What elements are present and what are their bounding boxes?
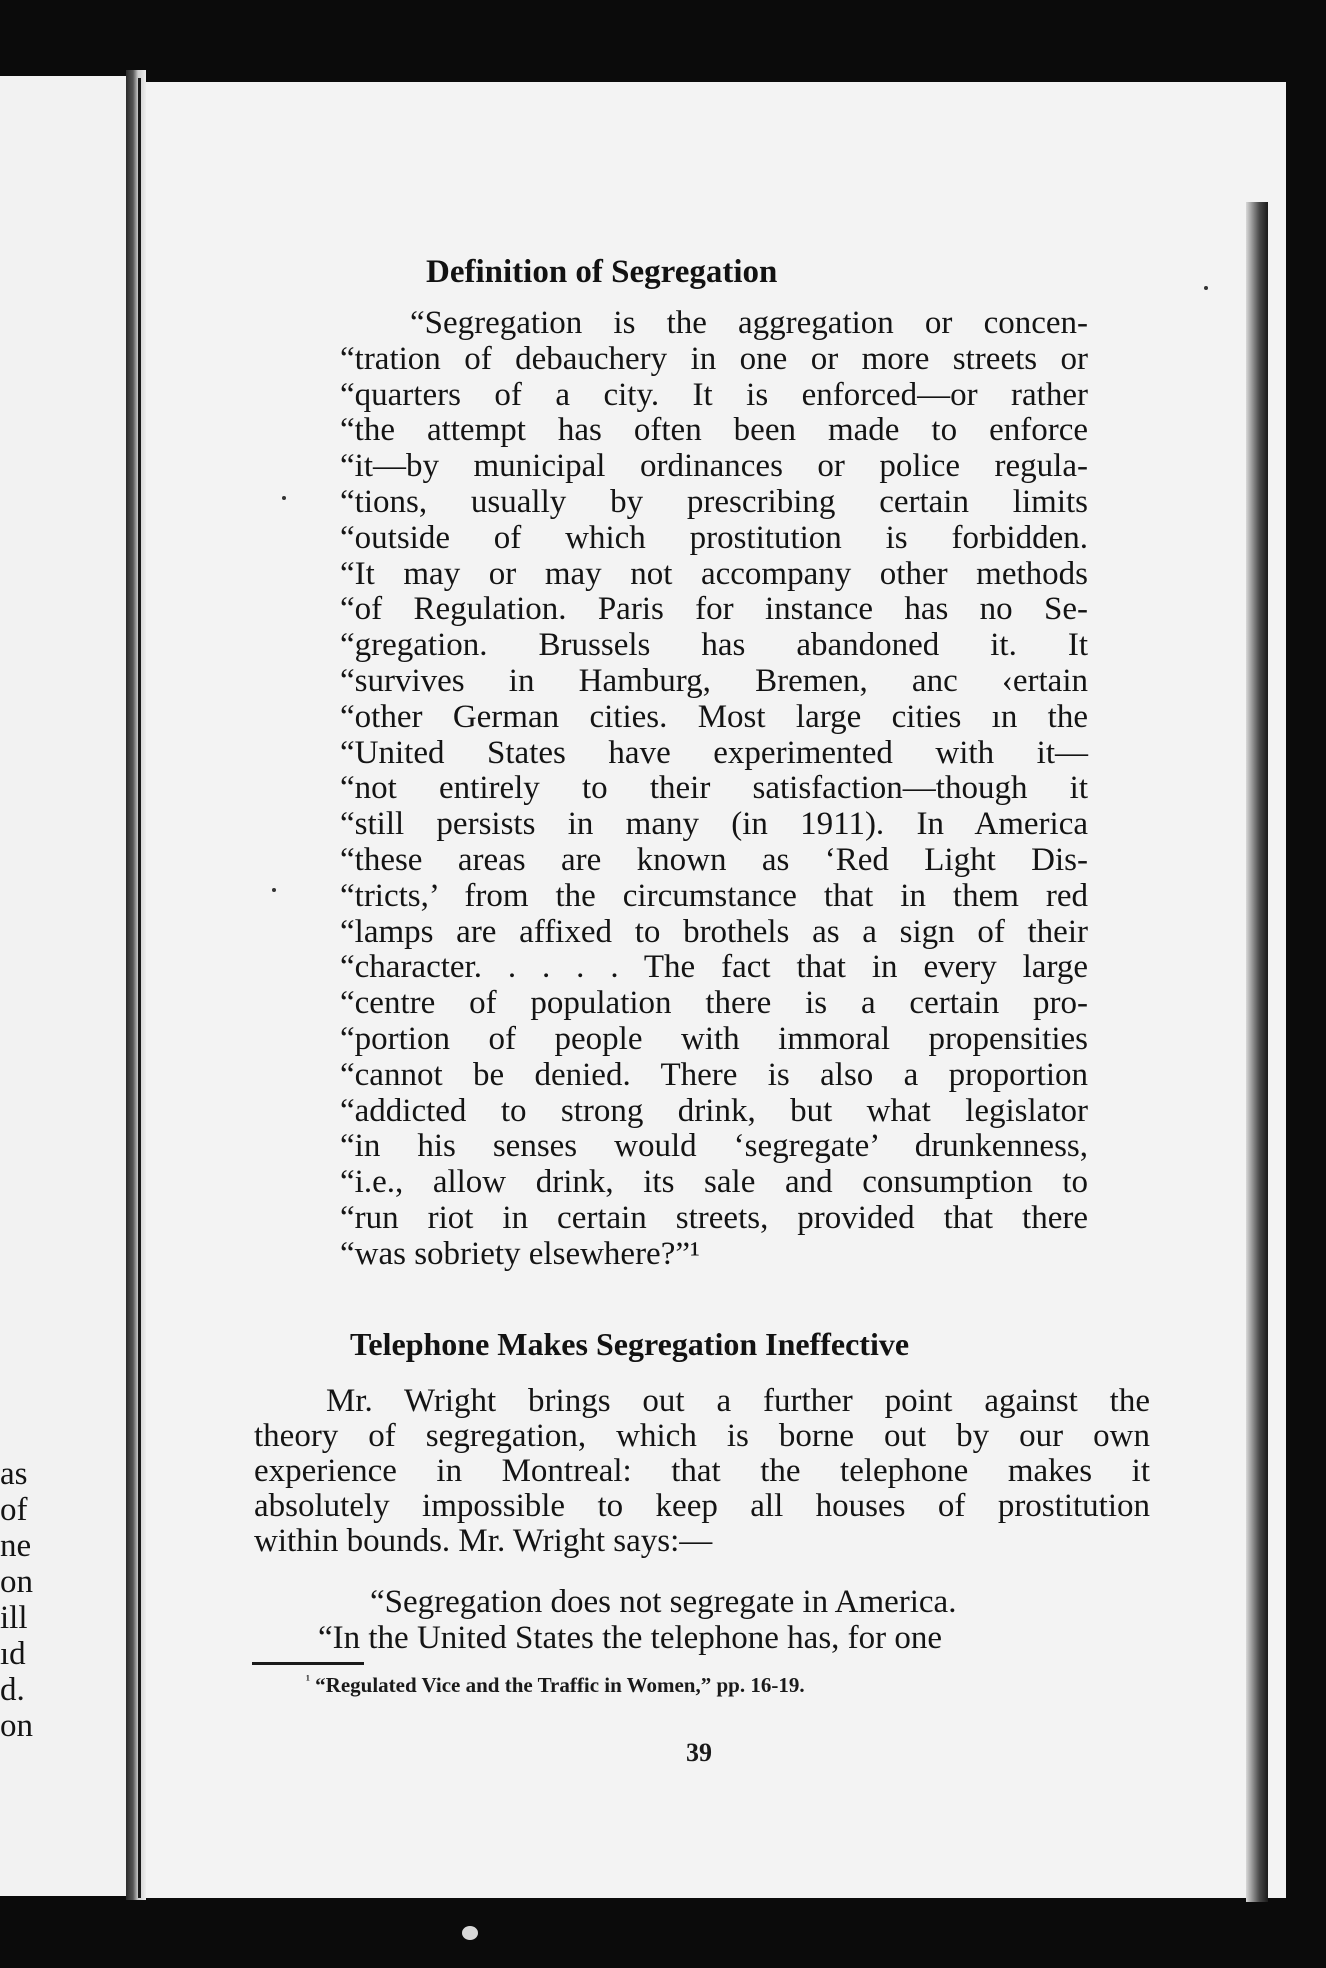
quote-line: “survives in Hamburg, Bremen, anc ‹ertain (340, 662, 1088, 699)
telephone-quote (318, 1584, 1078, 1656)
quote-line: “portion of people with immoral propensities (340, 1020, 1088, 1057)
quote-line: “in his senses would ‘segregate’ drunkenness, (340, 1128, 1088, 1165)
segregation-quote (340, 306, 1088, 1273)
quote-line: “gregation. Brussels has abandoned it. It (340, 627, 1088, 664)
fragment-line: of (0, 1492, 28, 1528)
quote-line: “character. . . . . The fact that in every large (340, 949, 1088, 986)
quote-line: “cannot be denied. There is also a proportion (340, 1056, 1088, 1093)
quote-line: “it—by municipal ordinances or police regula- (340, 448, 1088, 485)
fragment-line: ıd (0, 1636, 26, 1672)
footnote-rule (252, 1662, 364, 1665)
quote-line: “these areas are known as ‘Red Light Dis- (340, 841, 1088, 878)
body-line: Mr. Wright brings out a further point against the (326, 1383, 1150, 1419)
paper-speck (282, 496, 286, 500)
book-spine (126, 70, 146, 1900)
body-line: theory of segregation, which is borne out by our own (254, 1418, 1150, 1454)
fragment-line: d. (0, 1672, 25, 1708)
footnote-marker: ¹ (306, 1672, 310, 1687)
footnote (306, 1672, 805, 1698)
quote-line: “not entirely to their satisfaction—though it (340, 770, 1088, 807)
footnote-text: “Regulated Vice and the Traffic in Women,” pp. 16-19. (315, 1673, 805, 1697)
quote-line: “i.e., allow drink, its sale and consumption to (340, 1164, 1088, 1201)
previous-page-text-fragments (0, 1456, 33, 1744)
quote-line: “centre of population there is a certain pro- (340, 985, 1088, 1022)
quote-line: “was sobriety elsewhere?”¹ (340, 1235, 700, 1272)
quote-line: “run riot in certain streets, provided that there (340, 1199, 1088, 1236)
body-paragraph (254, 1384, 1150, 1559)
book-page (146, 82, 1286, 1898)
section-heading-definition: Definition of Segregation (426, 254, 778, 290)
body-line: absolutely impossible to keep all houses of prostitution (254, 1488, 1150, 1524)
body-line: within bounds. Mr. Wright says:— (254, 1523, 713, 1559)
fragment-line: as (0, 1456, 28, 1492)
paper-speck (1204, 286, 1208, 290)
quote-line: “addicted to strong drink, but what legislator (340, 1092, 1088, 1129)
fragment-line: ill (0, 1600, 28, 1636)
scanner-mark (462, 1926, 478, 1940)
quote-line: “the attempt has often been made to enforce (340, 412, 1088, 449)
quote-line: “tions, usually by prescribing certain limits (340, 483, 1088, 520)
quote-line: “Segregation is the aggregation or concen- (410, 305, 1088, 341)
fragment-line: ne (0, 1528, 32, 1564)
binding-line (138, 78, 141, 1898)
quote-line: “United States have experimented with it— (340, 734, 1088, 771)
quote-line: “In the United States the telephone has, for one (318, 1620, 943, 1656)
paper-speck (272, 888, 276, 892)
quote-line: “quarters of a city. It is enforced—or rather (340, 376, 1088, 413)
quote-line: “other German cities. Most large cities ın the (340, 698, 1088, 735)
page-edge-shadow (1246, 202, 1268, 1902)
quote-line: “tration of debauchery in one or more streets or (340, 340, 1088, 377)
quote-line: “still persists in many (in 1911). In America (340, 806, 1088, 843)
quote-line: “of Regulation. Paris for instance has no Se- (340, 591, 1088, 628)
section-heading-telephone: Telephone Makes Segregation Ineffective (350, 1326, 910, 1362)
quote-line: “It may or may not accompany other methods (340, 555, 1088, 592)
fragment-line: on (0, 1708, 33, 1744)
body-line: experience in Montreal: that the telephone makes it (254, 1453, 1150, 1489)
page-number: 39 (686, 1738, 712, 1767)
quote-line: “outside of which prostitution is forbidden. (340, 519, 1088, 556)
quote-line: “tricts,’ from the circumstance that in them red (340, 877, 1088, 914)
previous-page (0, 76, 140, 1896)
quote-line: “lamps are affixed to brothels as a sign of their (340, 913, 1088, 950)
quote-line: “Segregation does not segregate in America. (370, 1584, 957, 1620)
fragment-line: on (0, 1564, 33, 1600)
